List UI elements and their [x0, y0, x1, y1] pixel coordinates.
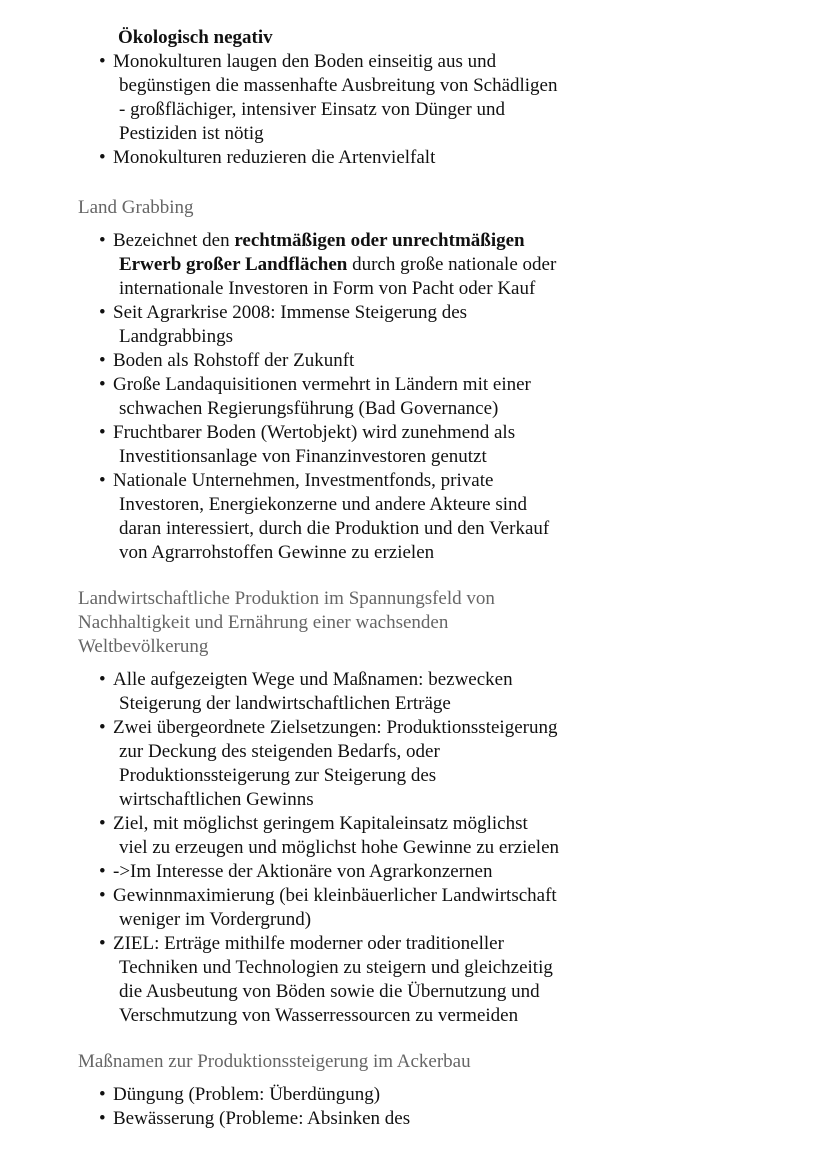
text-segment: Monokulturen laugen den Boden einseitig aus und — [113, 51, 497, 72]
bullet-icon: • — [99, 302, 106, 323]
bullet-icon: • — [99, 813, 106, 834]
text-segment: Landgrabbings — [119, 326, 233, 347]
text-segment: ZIEL: Erträge mithilfe moderner oder traditioneller — [113, 933, 504, 954]
bullet-icon: • — [99, 717, 106, 738]
text-segment: Investitionsanlage von Finanzinvestoren genutzt — [119, 446, 487, 467]
bullet-icon: • — [99, 885, 106, 906]
heading-line: Landwirtschaftliche Produktion im Spannungsfeld von — [78, 588, 495, 609]
list-item — [0, 421, 828, 469]
item-line — [113, 1107, 828, 1131]
item-line — [113, 373, 828, 397]
bullet-list — [0, 1083, 828, 1131]
text-segment: Zwei übergeordnete Zielsetzungen: Produktionssteigerung — [113, 717, 558, 738]
bold-text: Erwerb großer Landflächen — [119, 254, 348, 275]
bullet-icon: • — [99, 147, 106, 168]
text-segment: Steigerung der landwirtschaftlichen Erträge — [119, 693, 451, 714]
text-segment: Ziel, mit möglichst geringem Kapitaleinsatz möglichst — [113, 813, 528, 834]
item-line — [113, 277, 828, 301]
list-item — [0, 1107, 828, 1131]
list-item — [0, 146, 828, 170]
item-line — [113, 764, 828, 788]
text-segment: Nationale Unternehmen, Investmentfonds, private — [113, 470, 494, 491]
document-section — [0, 26, 828, 170]
document-section — [0, 1050, 828, 1131]
list-item — [0, 932, 828, 1028]
item-line — [113, 301, 828, 325]
heading-line: Maßnamen zur Produktionssteigerung im Ackerbau — [78, 1051, 471, 1072]
item-line — [113, 692, 828, 716]
item-line — [113, 469, 828, 493]
bullet-list — [0, 50, 828, 170]
bullet-icon: • — [99, 230, 106, 251]
item-line — [113, 229, 828, 253]
text-segment: Alle aufgezeigten Wege und Maßnamen: bezwecken — [113, 669, 513, 690]
list-item — [0, 860, 828, 884]
text-segment: ->Im Interesse der Aktionäre von Agrarkonzernen — [113, 861, 493, 882]
item-line — [113, 956, 828, 980]
text-segment: internationale Investoren in Form von Pacht oder Kauf — [119, 278, 536, 299]
document-section — [0, 196, 828, 565]
item-line — [113, 349, 828, 373]
bullet-icon: • — [99, 374, 106, 395]
item-line — [113, 836, 828, 860]
list-item — [0, 373, 828, 421]
text-segment: viel zu erzeugen und möglichst hohe Gewinne zu erzielen — [119, 837, 559, 858]
text-segment: zur Deckung des steigenden Bedarfs, oder — [119, 741, 440, 762]
bullet-icon: • — [99, 861, 106, 882]
item-line — [113, 860, 828, 884]
text-segment: Bewässerung (Probleme: Absinken des — [113, 1108, 411, 1129]
bullet-icon: • — [99, 422, 106, 443]
text-segment: Gewinnmaximierung (bei kleinbäuerlicher Landwirtschaft — [113, 885, 557, 906]
item-line — [113, 740, 828, 764]
text-segment: - großflächiger, intensiver Einsatz von Dünger und — [119, 99, 505, 120]
item-line — [113, 50, 828, 74]
bullet-icon: • — [99, 470, 106, 491]
text-segment: Fruchtbarer Boden (Wertobjekt) wird zunehmend als — [113, 422, 516, 443]
bullet-icon: • — [99, 51, 106, 72]
text-segment: Pestiziden ist nötig — [119, 123, 264, 144]
list-item — [0, 716, 828, 812]
text-segment: Verschmutzung von Wasserressourcen zu vermeiden — [119, 1005, 519, 1026]
bullet-icon: • — [99, 1084, 106, 1105]
item-line — [113, 668, 828, 692]
list-item — [0, 1083, 828, 1107]
text-segment: Seit Agrarkrise 2008: Immense Steigerung des — [113, 302, 468, 323]
item-line — [113, 788, 828, 812]
list-item — [0, 668, 828, 716]
item-line — [113, 812, 828, 836]
section-heading — [0, 1050, 828, 1074]
text-segment: wirtschaftlichen Gewinns — [119, 789, 314, 810]
list-item — [0, 469, 828, 565]
item-line — [113, 253, 828, 277]
list-item — [0, 884, 828, 932]
item-line — [113, 884, 828, 908]
item-line — [113, 74, 828, 98]
item-line — [113, 1004, 828, 1028]
item-line — [113, 146, 828, 170]
item-line — [113, 421, 828, 445]
text-segment: von Agrarrohstoffen Gewinne zu erzielen — [119, 542, 435, 563]
text-segment: begünstigen die massenhafte Ausbreitung von Schädligen — [119, 75, 558, 96]
list-item — [0, 301, 828, 349]
item-line — [113, 493, 828, 517]
item-line — [113, 325, 828, 349]
bullet-list — [0, 668, 828, 1028]
section-heading — [0, 587, 828, 659]
section-heading — [0, 196, 828, 220]
text-segment: Boden als Rohstoff der Zukunft — [113, 350, 355, 371]
heading-line: Nachhaltigkeit und Ernährung einer wachsenden — [78, 612, 449, 633]
item-line — [113, 541, 828, 565]
heading-line: Land Grabbing — [78, 197, 194, 218]
text-segment: Große Landaquisitionen vermehrt in Ländern mit einer — [113, 374, 531, 395]
text-segment: Bezeichnet den — [113, 230, 235, 251]
text-segment: Investoren, Energiekonzerne und andere Akteure sind — [119, 494, 527, 515]
bold-text: rechtmäßigen oder unrechtmäßigen — [234, 230, 525, 251]
item-line — [113, 716, 828, 740]
list-item — [0, 50, 828, 146]
item-line — [113, 517, 828, 541]
item-line — [113, 980, 828, 1004]
text-segment: daran interessiert, durch die Produktion und den Verkauf — [119, 518, 550, 539]
text-segment: die Ausbeutung von Böden sowie die Übernutzung und — [119, 981, 540, 1002]
text-segment: Düngung (Problem: Überdüngung) — [113, 1084, 381, 1105]
item-line — [113, 397, 828, 421]
text-segment: Monokulturen reduzieren die Artenvielfalt — [113, 147, 436, 168]
item-line — [113, 122, 828, 146]
item-line — [113, 908, 828, 932]
bullet-icon: • — [99, 350, 106, 371]
bullet-icon: • — [99, 669, 106, 690]
item-line — [113, 932, 828, 956]
bullet-list — [0, 229, 828, 565]
text-segment: Techniken und Technologien zu steigern und gleichzeitig — [119, 957, 553, 978]
text-segment: schwachen Regierungsführung (Bad Governance) — [119, 398, 499, 419]
subheading: Ökologisch negativ — [118, 27, 273, 48]
item-line — [113, 445, 828, 469]
text-segment: Produktionssteigerung zur Steigerung des — [119, 765, 437, 786]
list-item — [0, 229, 828, 301]
item-line — [113, 98, 828, 122]
bullet-icon: • — [99, 1108, 106, 1129]
list-item — [0, 812, 828, 860]
document-section — [0, 587, 828, 1028]
bullet-icon: • — [99, 933, 106, 954]
item-line — [113, 1083, 828, 1107]
list-item — [0, 349, 828, 373]
text-segment: durch große nationale oder — [347, 254, 557, 275]
text-segment: weniger im Vordergrund) — [119, 909, 312, 930]
heading-line: Weltbevölkerung — [78, 636, 209, 657]
